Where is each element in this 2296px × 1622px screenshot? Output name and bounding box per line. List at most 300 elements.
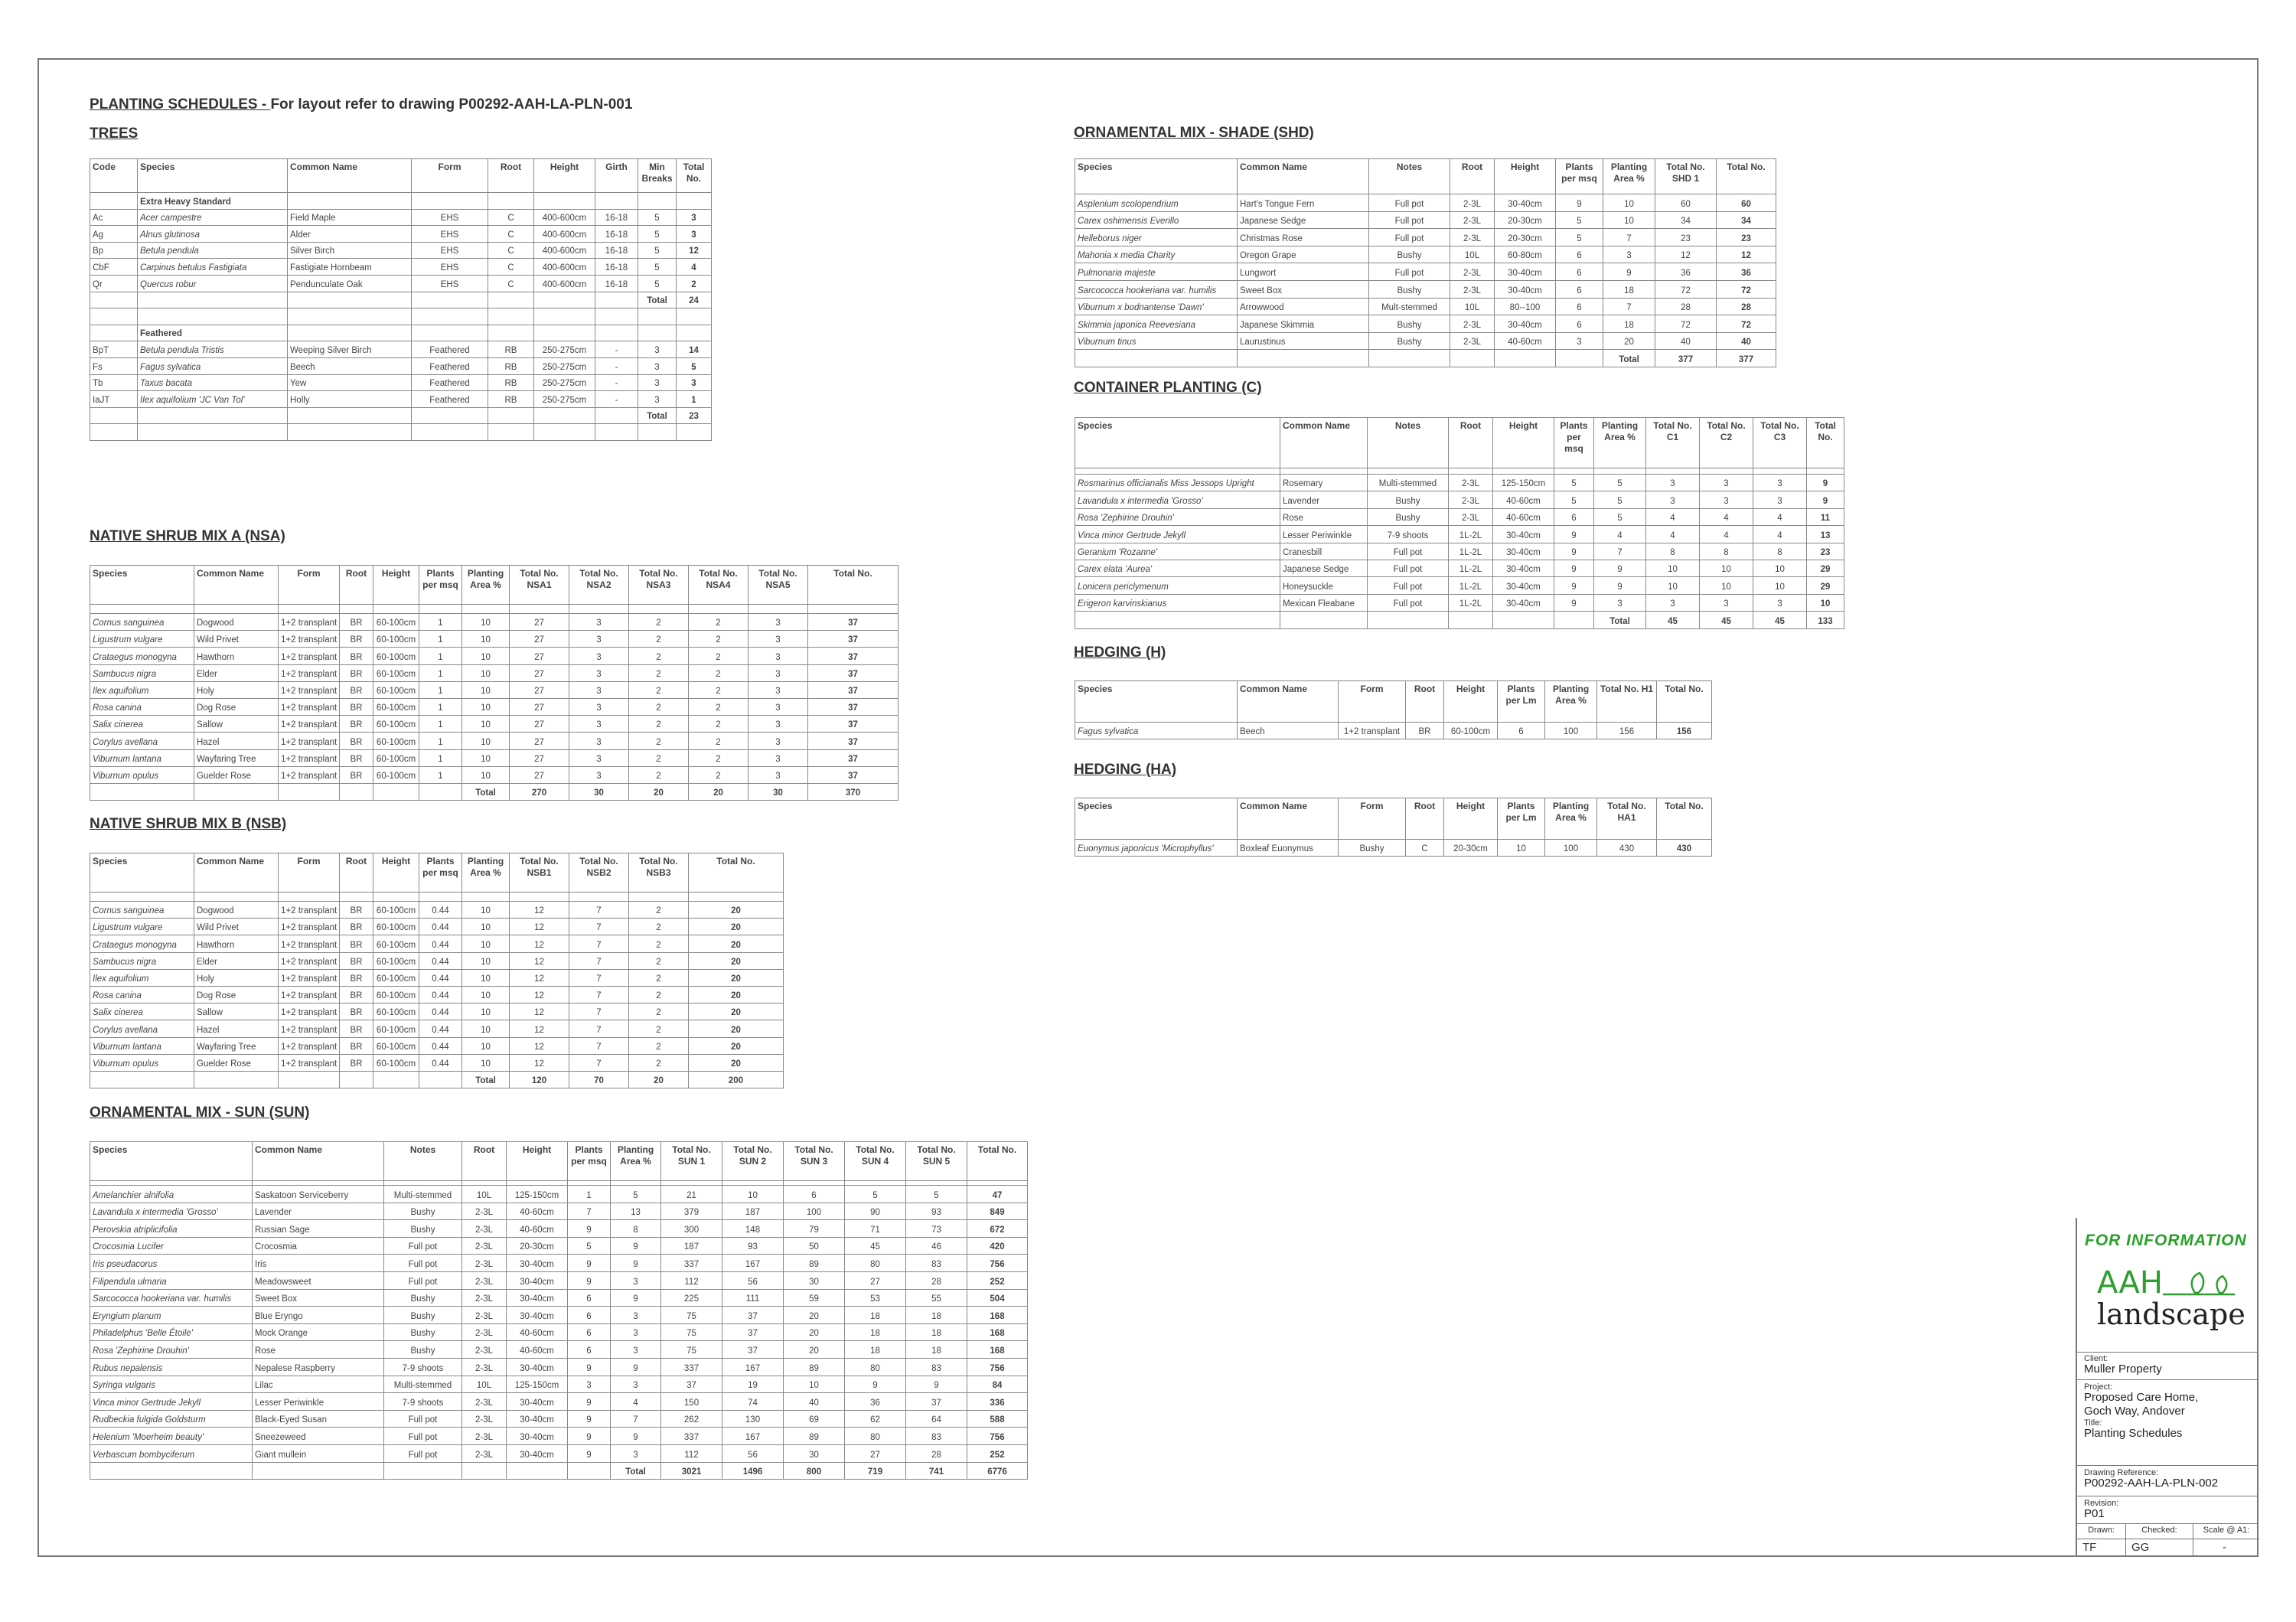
column-header: Plants per Lm [1498, 798, 1545, 840]
column-header: Total No. [808, 566, 899, 605]
table-cell: 60-100cm [373, 919, 419, 935]
table-cell: 12 [1655, 246, 1717, 263]
table-cell: 12 [510, 1037, 569, 1054]
nsb-table [90, 853, 784, 1088]
table-cell: 6 [1556, 298, 1603, 315]
empty-cell [808, 605, 899, 614]
table-cell: 3 [638, 374, 677, 391]
table-cell: Lesser Periwinkle [1280, 526, 1368, 543]
table-cell: 18 [1603, 280, 1655, 298]
table-cell: 20 [689, 902, 784, 919]
table-cell: 60-100cm [373, 986, 419, 1003]
table-cell: 3 [638, 341, 677, 358]
table-cell: 2 [689, 698, 748, 715]
table-cell: Dogwood [194, 614, 279, 631]
table-cell: 2 [689, 716, 748, 733]
table-cell: 504 [967, 1289, 1028, 1307]
table-cell: 20 [689, 1037, 784, 1054]
column-header: Total No. SUN 3 [784, 1142, 845, 1181]
table-row [90, 1410, 1028, 1428]
table-cell: 9 [1554, 594, 1594, 611]
table-cell: 9 [611, 1428, 661, 1445]
revision-row: Revision: P01 [2077, 1496, 2258, 1524]
table-cell: Sarcococca hookeriana var. humilis [1075, 280, 1238, 298]
table-cell: 2-3L [1450, 332, 1495, 350]
empty-cell [412, 193, 488, 210]
total-value: 30 [748, 783, 808, 800]
table-cell: 28 [906, 1444, 967, 1462]
table-cell: 12 [510, 969, 569, 986]
table-cell: 5 [638, 209, 677, 226]
table-cell: 11 [1807, 508, 1844, 525]
table-cell: 23 [1717, 229, 1776, 246]
table-cell: 588 [967, 1410, 1028, 1428]
table-cell: 30-40cm [507, 1428, 568, 1445]
empty-cell [488, 308, 534, 325]
table-cell: Pulmonaria majeste [1075, 263, 1238, 281]
empty-cell [677, 424, 712, 441]
table-cell: 12 [510, 902, 569, 919]
table-cell: Perovskia atriplicifolia [90, 1220, 253, 1238]
table-cell: 13 [1807, 526, 1844, 543]
empty-cell [1493, 612, 1554, 628]
empty-cell [629, 893, 689, 902]
table-row [90, 1220, 1028, 1238]
empty-cell [534, 193, 595, 210]
table-cell: 400-600cm [534, 226, 595, 243]
table-cell: 6 [568, 1341, 611, 1359]
table-cell: 337 [661, 1428, 722, 1445]
table-cell: Beech [1238, 723, 1339, 739]
table-row [90, 1358, 1028, 1376]
empty-cell [138, 424, 288, 441]
table-cell: Ag [90, 226, 138, 243]
table-cell: 9 [1594, 577, 1646, 594]
column-header: Total No. C3 [1753, 418, 1807, 468]
table-cell: Full pot [1369, 194, 1450, 212]
column-header: Form [279, 853, 340, 893]
table-cell: 3 [748, 648, 808, 664]
table-row [90, 969, 784, 986]
table-cell: 8 [1646, 543, 1700, 560]
empty-cell [90, 325, 138, 341]
table-cell: Holy [194, 681, 279, 698]
table-cell: Hawthorn [194, 648, 279, 664]
header-row [1075, 681, 1712, 723]
table-cell: 10L [1450, 246, 1495, 263]
spacer-row [90, 893, 784, 902]
column-header: Planting Area % [462, 566, 510, 605]
table-cell: Full pot [1368, 560, 1449, 576]
table-cell: 2 [629, 766, 689, 783]
table-cell: 9 [1554, 543, 1594, 560]
column-header: Total No. C2 [1700, 418, 1753, 468]
table-cell: 167 [722, 1255, 784, 1272]
table-cell: 30-40cm [1493, 594, 1554, 611]
table-cell: Sweet Box [253, 1289, 384, 1307]
table-cell: 30-40cm [507, 1444, 568, 1462]
table-cell: 10 [462, 919, 510, 935]
table-cell: Viburnum lantana [90, 1037, 194, 1054]
project-line2: Goch Way, Andover [2084, 1405, 2185, 1418]
column-header: Plants per msq [1556, 159, 1603, 194]
table-cell: 400-600cm [534, 242, 595, 259]
table-cell: Elder [194, 952, 279, 969]
table-row [1075, 491, 1844, 508]
table-cell: 2-3L [462, 1393, 507, 1411]
table-cell: 12 [510, 919, 569, 935]
table-row [90, 648, 899, 664]
table-cell: 10 [1603, 211, 1655, 229]
table-cell: 3 [569, 766, 629, 783]
table-cell: 10 [462, 986, 510, 1003]
table-cell: 27 [845, 1444, 906, 1462]
empty-cell [1700, 468, 1753, 475]
table-cell: 3 [611, 1323, 661, 1341]
table-cell: Bushy [1368, 491, 1449, 508]
table-cell: 6 [1556, 246, 1603, 263]
table-cell: 34 [1717, 211, 1776, 229]
table-cell: 3 [748, 733, 808, 749]
total-value: 45 [1700, 612, 1753, 628]
table-cell: Silver Birch [288, 242, 412, 259]
table-cell: 37 [808, 716, 899, 733]
empty-cell [90, 193, 138, 210]
table-row [90, 1376, 1028, 1393]
table-row [1075, 263, 1776, 281]
empty-cell [253, 1462, 384, 1480]
table-cell: 18 [906, 1323, 967, 1341]
table-row [90, 681, 899, 698]
table-cell: Lavender [253, 1203, 384, 1220]
table-cell: Bushy [384, 1307, 462, 1324]
table-row [90, 1307, 1028, 1324]
table-cell: Multi-stemmed [1368, 475, 1449, 491]
spacer-row [90, 308, 712, 325]
empty-cell [748, 605, 808, 614]
total-value: 45 [1646, 612, 1700, 628]
empty-cell [534, 325, 595, 341]
empty-cell [340, 893, 373, 902]
table-cell: 3 [569, 733, 629, 749]
table-cell: 56 [722, 1444, 784, 1462]
table-cell: 4 [1646, 508, 1700, 525]
table-cell: Eryngium planum [90, 1307, 253, 1324]
table-cell: 7 [568, 1203, 611, 1220]
table-cell: 1+2 transplant [279, 986, 340, 1003]
table-cell: Iris [253, 1255, 384, 1272]
column-header: Plants per msq [568, 1142, 611, 1181]
client-row: Client: Muller Property [2077, 1352, 2258, 1380]
total-value: 70 [569, 1071, 629, 1088]
table-cell: 53 [845, 1289, 906, 1307]
column-header: Species [138, 159, 288, 193]
table-cell: 10 [1498, 840, 1545, 857]
table-cell: 2 [629, 631, 689, 648]
table-cell: Ligustrum vulgare [90, 919, 194, 935]
table-cell: 2 [629, 969, 689, 986]
table-cell: 37 [808, 648, 899, 664]
table-cell: 30-40cm [1495, 263, 1556, 281]
table-cell: 250-275cm [534, 357, 595, 374]
table-cell: 1+2 transplant [279, 631, 340, 648]
empty-cell [534, 292, 595, 308]
empty-cell [595, 308, 638, 325]
table-cell: 30-40cm [1495, 315, 1556, 333]
table-cell: Philadelphus 'Belle Étoile' [90, 1323, 253, 1341]
table-cell: 336 [967, 1393, 1028, 1411]
column-header: Notes [1368, 418, 1449, 468]
table-cell: 9 [1554, 577, 1594, 594]
table-row [90, 952, 784, 969]
table-cell: 6 [568, 1307, 611, 1324]
table-cell: 5 [638, 259, 677, 276]
column-header: Total No. [677, 159, 712, 193]
table-cell: 150 [661, 1393, 722, 1411]
table-cell: Wayfaring Tree [194, 1037, 279, 1054]
shd-table [1075, 158, 1776, 367]
column-header: Height [1444, 681, 1498, 723]
table-cell: 16-18 [595, 209, 638, 226]
empty-cell [534, 308, 595, 325]
table-cell: 20 [1603, 332, 1655, 350]
table-cell: BR [340, 935, 373, 952]
table-cell: IaJT [90, 391, 138, 408]
table-cell: BR [340, 766, 373, 783]
table-cell: Ilex aquifolium [90, 681, 194, 698]
table-cell: Lesser Periwinkle [253, 1393, 384, 1411]
column-header: Total No. NSA3 [629, 566, 689, 605]
empty-cell [412, 325, 488, 341]
table-cell: 1+2 transplant [279, 969, 340, 986]
table-row [90, 631, 899, 648]
table-cell: 3 [1753, 594, 1807, 611]
table-cell: 28 [1655, 298, 1717, 315]
empty-cell [677, 193, 712, 210]
table-row [90, 374, 712, 391]
empty-cell [90, 605, 194, 614]
table-cell: Full pot [1369, 211, 1450, 229]
table-cell: 1+2 transplant [279, 664, 340, 681]
table-cell: 27 [845, 1271, 906, 1289]
table-cell: 9 [568, 1410, 611, 1428]
table-cell: Full pot [1368, 594, 1449, 611]
empty-cell [1075, 468, 1280, 475]
table-cell: 62 [845, 1410, 906, 1428]
column-header: Height [373, 566, 419, 605]
table-cell: 37 [808, 698, 899, 715]
table-cell: 1L-2L [1449, 543, 1493, 560]
logo-leaf-icon [2161, 1270, 2238, 1301]
empty-cell [638, 308, 677, 325]
table-cell: Mock Orange [253, 1323, 384, 1341]
table-cell: Boxleaf Euonymus [1238, 840, 1339, 857]
table-cell: BR [340, 919, 373, 935]
table-cell: Viburnum opulus [90, 766, 194, 783]
table-cell: 2 [689, 648, 748, 664]
table-cell: BR [340, 733, 373, 749]
table-cell: 8 [611, 1220, 661, 1238]
table-cell: 12 [677, 242, 712, 259]
table-cell: - [595, 391, 638, 408]
table-cell: 72 [1717, 315, 1776, 333]
nsa-title: NATIVE SHRUB MIX A (NSA) [90, 528, 285, 544]
table-cell: 6 [1556, 280, 1603, 298]
table-cell: 10 [462, 733, 510, 749]
table-cell: 2 [629, 919, 689, 935]
empty-cell [569, 605, 629, 614]
table-cell: 2 [629, 733, 689, 749]
table-cell: 2 [629, 986, 689, 1003]
table-cell: 187 [722, 1203, 784, 1220]
nsb-title: NATIVE SHRUB MIX B (NSB) [90, 816, 287, 832]
empty-cell [1594, 468, 1646, 475]
column-header: Girth [595, 159, 638, 193]
table-cell: Rosa canina [90, 698, 194, 715]
table-cell: 3 [748, 664, 808, 681]
table-cell: 9 [1554, 526, 1594, 543]
table-cell: 27 [510, 664, 569, 681]
table-cell: C [488, 259, 534, 276]
table-cell: 37 [808, 664, 899, 681]
hedging-ha-title: HEDGING (HA) [1074, 762, 1177, 778]
table-cell: 3 [568, 1376, 611, 1393]
total-label: Total [1603, 350, 1655, 367]
table-cell: 1 [419, 648, 462, 664]
table-cell: 27 [510, 631, 569, 648]
table-cell: Lilac [253, 1376, 384, 1393]
empty-cell [488, 424, 534, 441]
table-cell: 1L-2L [1449, 526, 1493, 543]
table-cell: Elder [194, 664, 279, 681]
table-cell: 2 [629, 681, 689, 698]
table-cell: 10 [462, 1020, 510, 1037]
table-row [90, 1271, 1028, 1289]
table-cell: 40-60cm [1493, 508, 1554, 525]
table-cell: 0.44 [419, 952, 462, 969]
table-cell: BR [340, 698, 373, 715]
table-cell: Ligustrum vulgare [90, 631, 194, 648]
table-cell: 45 [845, 1237, 906, 1255]
table-cell: 337 [661, 1255, 722, 1272]
table-row [1075, 246, 1776, 263]
column-header: Total No. NSB3 [629, 853, 689, 893]
table-cell: 1 [419, 664, 462, 681]
table-cell: 2 [629, 749, 689, 766]
column-header: Common Name [1238, 159, 1369, 194]
table-cell: - [595, 357, 638, 374]
empty-cell [279, 783, 340, 800]
table-cell: 10 [462, 698, 510, 715]
empty-cell [1493, 468, 1554, 475]
table-cell: 60-100cm [373, 749, 419, 766]
table-cell: Betula pendula Tristis [138, 341, 288, 358]
table-cell: 756 [967, 1358, 1028, 1376]
table-row [90, 1444, 1028, 1462]
reference-row: Drawing Reference: P00292-AAH-LA-PLN-002 [2077, 1466, 2258, 1496]
table-cell: 10 [462, 749, 510, 766]
table-cell: 2 [629, 1020, 689, 1037]
total-row [90, 783, 899, 800]
table-cell: 73 [906, 1220, 967, 1238]
table-cell: BR [340, 1004, 373, 1020]
table-cell: Skimmia japonica Reevesiana [1075, 315, 1238, 333]
table-cell: 3 [611, 1307, 661, 1324]
empty-cell [90, 292, 138, 308]
table-cell: 2 [689, 664, 748, 681]
table-cell: 252 [967, 1271, 1028, 1289]
table-cell: 4 [1646, 526, 1700, 543]
table-cell: Rosa 'Zephirine Drouhin' [90, 1341, 253, 1359]
empty-cell [138, 308, 288, 325]
table-cell: 9 [1554, 560, 1594, 576]
table-cell: 2-3L [462, 1323, 507, 1341]
table-cell: 83 [906, 1255, 967, 1272]
table-cell: 69 [784, 1410, 845, 1428]
table-cell: EHS [412, 209, 488, 226]
table-cell: 112 [661, 1271, 722, 1289]
table-cell: 90 [845, 1203, 906, 1220]
table-cell: Feathered [412, 374, 488, 391]
table-cell: 849 [967, 1203, 1028, 1220]
table-cell: 9 [1603, 263, 1655, 281]
table-cell: 6 [1554, 508, 1594, 525]
table-cell: 37 [661, 1376, 722, 1393]
table-cell: 1 [419, 698, 462, 715]
table-cell: Feathered [412, 391, 488, 408]
table-cell: Crataegus monogyna [90, 935, 194, 952]
total-label: Total [611, 1462, 661, 1480]
table-cell: 3 [638, 391, 677, 408]
empty-cell [90, 308, 138, 325]
column-header: Species [1075, 681, 1238, 723]
empty-cell [138, 292, 288, 308]
table-cell: 18 [845, 1307, 906, 1324]
table-row [1075, 315, 1776, 333]
table-cell: Iris pseudacorus [90, 1255, 253, 1272]
table-cell: Holy [194, 969, 279, 986]
table-cell: 9 [611, 1255, 661, 1272]
table-cell: Tb [90, 374, 138, 391]
table-cell: 7 [569, 986, 629, 1003]
table-cell: 125-150cm [507, 1186, 568, 1203]
table-cell: Multi-stemmed [384, 1186, 462, 1203]
table-cell: 1+2 transplant [279, 716, 340, 733]
table-cell: 18 [845, 1323, 906, 1341]
table-cell: Honeysuckle [1280, 577, 1368, 594]
table-cell: 37 [808, 733, 899, 749]
table-cell: 2-3L [462, 1307, 507, 1324]
table-cell: 2-3L [1449, 475, 1493, 491]
total-label: Total [1594, 612, 1646, 628]
table-cell: 12 [510, 1054, 569, 1071]
table-cell: Rosa 'Zephirine Drouhin' [1075, 508, 1280, 525]
header-row [90, 566, 899, 605]
column-header: Plants per msq [419, 853, 462, 893]
table-cell: 9 [611, 1237, 661, 1255]
table-cell: 9 [568, 1255, 611, 1272]
table-cell: 7 [1603, 298, 1655, 315]
total-value: 377 [1655, 350, 1717, 367]
empty-cell [288, 193, 412, 210]
table-cell: Mexican Fleabane [1280, 594, 1368, 611]
table-cell: 20 [689, 1004, 784, 1020]
empty-cell [1280, 468, 1368, 475]
table-cell: 0.44 [419, 935, 462, 952]
table-cell: 0.44 [419, 1004, 462, 1020]
empty-cell [279, 893, 340, 902]
table-cell: 400-600cm [534, 259, 595, 276]
